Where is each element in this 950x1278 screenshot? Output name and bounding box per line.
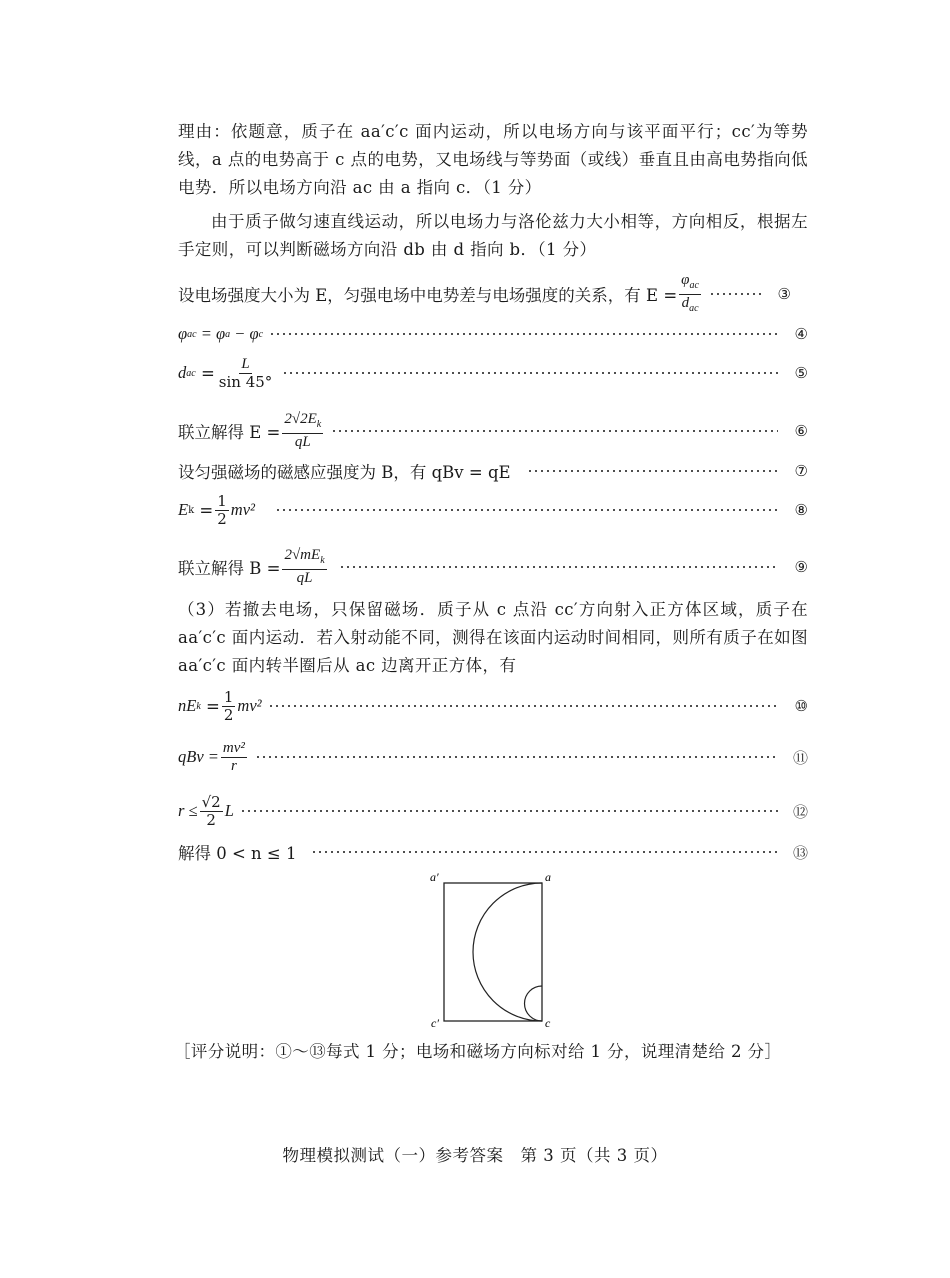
equation-6-prefix: 联立解得 E = — [178, 423, 281, 442]
equation-10-eq: = — [200, 696, 220, 716]
equation-12-num: √2 — [201, 792, 221, 811]
equation-5-label: ⑤ — [794, 364, 808, 382]
equation-11-lhs: qBv = — [178, 747, 219, 766]
part-3-paragraph: （3）若撤去电场，只保留磁场．质子从 c 点沿 cc′方向射入正方体区域，质子在 aa′c′c 面内运动．若入射动能不同，测得在该面内运动时间相同，则所有质子在如图 aa′c′c 面内转半圈后从 ac 边离开正方体，有 — [178, 600, 808, 675]
equation-11 — [178, 734, 808, 780]
equation-9 — [178, 544, 808, 590]
equation-3-den: d — [681, 294, 690, 311]
equation-10 — [178, 683, 808, 729]
equation-10-lhs-sub: k — [196, 700, 201, 712]
equation-12-lhs: r ≤ — [178, 801, 198, 820]
label-a-prime: a′ — [430, 870, 439, 884]
equation-5-num: L — [241, 355, 250, 372]
equation-4-sub2: a — [225, 328, 231, 340]
equation-6-den: qL — [294, 434, 311, 450]
equation-10-label: ⑩ — [794, 697, 808, 715]
small-semicircle-trajectory — [525, 986, 543, 1021]
equation-3-label: ③ — [777, 285, 791, 303]
equation-11-label: ⑪ — [792, 748, 808, 767]
equation-8-eq: = — [194, 500, 214, 520]
equation-6-label: ⑥ — [794, 422, 808, 440]
equation-8-rhs: mv² — [230, 500, 255, 519]
equation-9-num-sub: k — [320, 555, 325, 566]
equation-5-lhs-sub: ac — [186, 367, 196, 379]
equation-4-sub3: c — [258, 328, 264, 340]
equation-8-num: 1 — [217, 491, 227, 510]
equation-4-sub1: ac — [187, 328, 197, 340]
equation-3-num-sub: ac — [689, 279, 699, 291]
equation-8-lhs-sub: k — [188, 504, 195, 516]
equation-8-lhs: E — [178, 500, 189, 519]
equation-13-label: ⑬ — [792, 843, 808, 862]
equation-7-text: 设匀强磁场的磁感应强度为 B，有 qBv = qE — [178, 463, 511, 482]
equation-3-prefix: 设电场强度大小为 E，匀强电场中电势差与电场强度的关系，有 E = — [178, 286, 678, 305]
equation-6-num-sub: k — [316, 419, 322, 430]
equation-3-den-sub: ac — [689, 302, 699, 314]
equation-5-den: sin 45° — [218, 372, 273, 391]
equation-12 — [178, 788, 808, 834]
equation-9-den: qL — [296, 570, 313, 586]
equation-10-num: 1 — [223, 687, 234, 706]
label-a: a — [545, 870, 551, 884]
equation-12-den: 2 — [206, 810, 216, 829]
equation-8-label: ⑧ — [794, 501, 808, 519]
equation-10-rhs: mv² — [237, 696, 262, 715]
label-c: c — [545, 1016, 551, 1030]
equation-5-lhs: d — [178, 363, 187, 382]
grading-note: ［评分说明：①～⑬每式 1 分；电场和磁场方向标对给 1 分，说理清楚给 2 分］ — [174, 1042, 782, 1061]
equation-4-mid2: − φ — [230, 324, 259, 343]
equation-4-phi: φ — [178, 324, 188, 343]
label-c-prime: c′ — [431, 1016, 439, 1030]
large-semicircle-trajectory — [473, 883, 542, 1021]
equation-8 — [178, 487, 808, 533]
equation-9-num: 2√mE — [284, 547, 321, 563]
equation-4-mid: = φ — [196, 324, 226, 343]
equation-9-prefix: 联立解得 B = — [178, 559, 281, 578]
equation-5 — [178, 350, 808, 396]
reasoning-paragraph: 理由：依题意，质子在 aa′c′c 面内运动，所以电场方向与该平面平行；cc′为等势线，a 点的电势高于 c 点的电势，又电场线与等势面（或线）垂直且由高电势指向低电势．所以电场方向沿 ac 由 a 指向 c．（1 分） — [178, 122, 808, 197]
equation-8-den: 2 — [217, 509, 227, 528]
face-diagram — [425, 868, 565, 1033]
equation-11-den: r — [231, 757, 237, 774]
magnetic-direction-paragraph: 由于质子做匀速直线运动，所以电场力与洛伦兹力大小相等，方向相反，根据左手定则，可以判断磁场方向沿 db 由 d 指向 b．（1 分） — [178, 212, 808, 259]
equation-10-den: 2 — [223, 705, 234, 724]
equation-7-label: ⑦ — [794, 462, 808, 480]
equation-6-num: 2√2E — [284, 411, 317, 427]
equation-12-label: ⑫ — [792, 802, 808, 821]
equation-3-num: φ — [681, 271, 690, 288]
equation-10-lhs: nE — [178, 696, 197, 715]
equation-12-rhs: L — [224, 801, 234, 820]
equation-9-label: ⑨ — [794, 558, 808, 576]
equation-4-label: ④ — [794, 325, 808, 343]
equation-5-eq: = — [195, 363, 215, 383]
equation-11-num: mv² — [222, 739, 245, 756]
page-footer: 物理模拟测试（一）参考答案 第 3 页（共 3 页） — [282, 1146, 668, 1165]
equation-13-text: 解得 0 < n ≤ 1 — [178, 844, 297, 863]
